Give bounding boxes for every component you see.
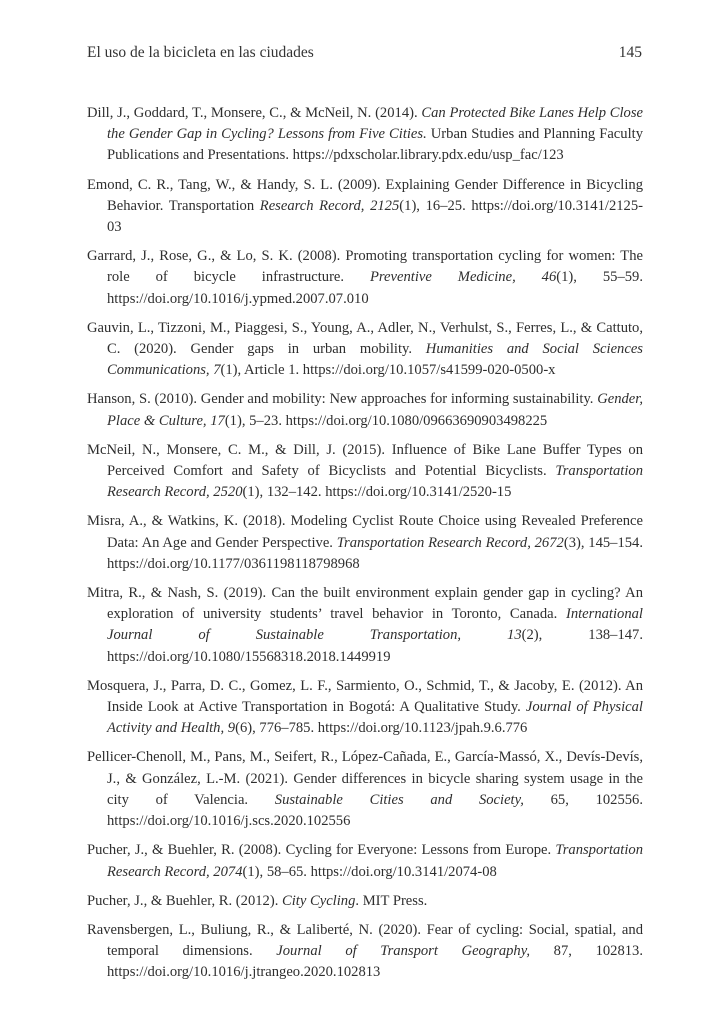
reference-entry [87, 920, 643, 984]
reference-italic-text: International Journal of Sustainable Transportation, 13 [107, 606, 643, 644]
reference-italic-text: Transportation Research Record, 2672 [336, 534, 564, 551]
reference-text: Pucher, J., & Buehler, R. (2012). [87, 892, 283, 909]
reference-text: Hanson, S. (2010). Gender and mobility: New approaches for informing sustainability. [87, 391, 598, 408]
reference-text: Pucher, J., & Buehler, R. (2008). Cycling for Everyone: Lessons from Europe. [87, 842, 556, 859]
reference-text: 87, 102813. https://doi.org/10.1016/j.jtrangeo.2020.102813 [107, 943, 643, 981]
reference-entry [87, 103, 643, 167]
reference-entry [87, 747, 643, 832]
reference-text: (1), 132–142. https://doi.org/10.3141/2520-15 [242, 484, 512, 501]
reference-italic-text: City Cycling [282, 892, 356, 909]
reference-text: Misra, A., & Watkins, K. (2018). Modeling Cyclist Route Choice using Revealed Preference Data: An Age and Gender Perspective. [87, 513, 643, 551]
reference-italic-text: Humanities and Social Sciences Communications, 7 [107, 341, 643, 379]
reference-text: Emond, C. R., Tang, W., & Handy, S. L. (2009). Explaining Gender Difference in Bicycling Behavior. Transportation [87, 176, 643, 214]
reference-text: Urban Studies and Planning Faculty Publications and Presentations. https://pdxscholar.library.pdx.edu/usp_fac/123 [107, 126, 643, 164]
reference-text: McNeil, N., Monsere, C. M., & Dill, J. (2015). Influence of Bike Lane Buffer Types on Perceived Comfort and Safety of Bicyclists and Potential Bicyclists. [87, 441, 643, 480]
reference-text: Pellicer-Chenoll, M., Pans, M., Seifert, R., López-Cañada, E., García-Massó, X., Devís-Devís, J., & González, L.-M. (2021). Gender differences in bicycle sharing system usage in the city of Valencia. [87, 749, 643, 808]
reference-italic-text: Transportation Research Record, 2520 [107, 463, 643, 501]
reference-italic-text: Research Record, 2125 [259, 197, 400, 214]
reference-text: Ravensbergen, L., Buliung, R., & Laliberté, N. (2020). Fear of cycling: Social, spatial, and temporal dimensions. [87, 921, 643, 960]
reference-text: Garrard, J., Rose, G., & Lo, S. K. (2008). Promoting transportation cycling for women: The role of bicycle infrastructure. [87, 248, 643, 286]
reference-text: (1), 16–25. https://doi.org/10.3141/2125-03 [107, 197, 643, 236]
reference-text: (2), 138–147. https://doi.org/10.1080/15568318.2018.1449919 [107, 627, 643, 665]
reference-text: . MIT Press. [355, 892, 428, 909]
reference-text: (1), 55–59. https://doi.org/10.1016/j.ypmed.2007.07.010 [107, 269, 644, 307]
running-title: El uso de la bicicleta en las ciudades [87, 44, 314, 61]
reference-italic-text: Preventive Medicine, 46 [370, 269, 557, 286]
reference-text: 65, 102556. https://doi.org/10.1016/j.scs.2020.102556 [107, 791, 643, 830]
reference-text: Gauvin, L., Tizzoni, M., Piaggesi, S., Young, A., Adler, N., Verhulst, S., Ferres, L., & Cattuto, C. (2020). Gender gaps in urban mobility. [87, 319, 643, 358]
reference-text: (1), 58–65. https://doi.org/10.3141/2074-08 [242, 863, 497, 880]
running-header [87, 44, 642, 62]
reference-entry [87, 891, 643, 912]
reference-entry [87, 440, 643, 504]
reference-entry [87, 175, 643, 239]
reference-entry [87, 389, 643, 431]
reference-italic-text: Transportation Research Record, 2074 [107, 842, 643, 880]
reference-text: Dill, J., Goddard, T., Monsere, C., & McNeil, N. (2014). [87, 105, 422, 121]
reference-italic-text: Gender, Place & Culture, 17 [107, 391, 643, 429]
reference-list [87, 103, 643, 992]
reference-entry [87, 511, 643, 575]
reference-entry [87, 583, 643, 668]
reference-text: Mosquera, J., Parra, D. C., Gomez, L. F., Sarmiento, O., Schmid, T., & Jacoby, E. (2012). An Inside Look at Active Transportation in Bogotá: A Qualitative Study. [87, 677, 643, 716]
reference-entry [87, 840, 643, 882]
reference-text: (1), 5–23. https://doi.org/10.1080/09663690903498225 [224, 412, 548, 429]
reference-entry [87, 318, 643, 382]
reference-entry [87, 676, 643, 740]
reference-italic-text: Journal of Physical Activity and Health, 9 [107, 699, 643, 737]
reference-entry [87, 246, 643, 310]
reference-text: (6), 776–785. https://doi.org/10.1123/jpah.9.6.776 [235, 720, 528, 737]
page-number: 145 [618, 44, 642, 61]
reference-text: (3), 145–154. https://doi.org/10.1177/0361198118798968 [107, 534, 643, 572]
reference-italic-text: Can Protected Bike Lanes Help Close the Gender Gap in Cycling? Lessons from Five Cities. [107, 105, 643, 143]
reference-text: (1), Article 1. https://doi.org/10.1057/s41599-020-0500-x [220, 362, 556, 379]
reference-text: Mitra, R., & Nash, S. (2019). Can the built environment explain gender gap in cycling? An exploration of university students’ travel behavior in Toronto, Canada. [87, 585, 643, 623]
reference-italic-text: Sustainable Cities and Society, [274, 791, 524, 808]
reference-italic-text: Journal of Transport Geography, [276, 943, 531, 960]
